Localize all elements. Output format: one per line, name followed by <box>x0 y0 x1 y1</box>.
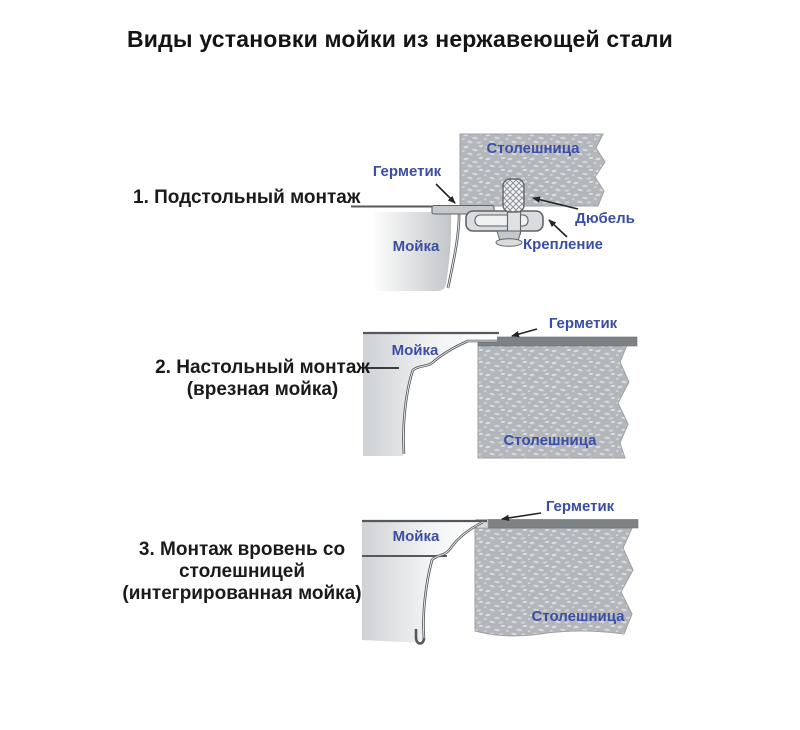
sealant-arrow-3 <box>502 513 541 519</box>
sealant-strip-2 <box>478 337 637 346</box>
fastener-arrow <box>549 220 567 237</box>
annotation-sink-2: Мойка <box>391 342 439 359</box>
annotation-sink-3: Мойка <box>392 528 440 545</box>
annotation-sink-1: Мойка <box>392 238 440 255</box>
annotation-dowel: Дюбель <box>575 210 635 227</box>
annotation-sealant-1: Герметик <box>372 163 442 180</box>
annotation-countertop-1: Столешница <box>486 140 580 157</box>
section-label-3-line3: (интегрированная мойка) <box>122 583 362 604</box>
sealant-strip-3 <box>487 520 638 529</box>
sealant-arrow-1 <box>436 184 455 203</box>
panel-1-undermount <box>351 134 605 291</box>
section-label-3-line2: столешницей <box>178 561 306 582</box>
screw-shaft <box>508 210 521 234</box>
section-label-2-line1: 2. Настольный монтаж <box>155 357 370 378</box>
section-label-3-line1: 3. Монтаж вровень со <box>138 539 346 560</box>
section-label-2 <box>140 357 385 401</box>
bolt-flange <box>496 239 522 247</box>
section-label-3 <box>118 539 366 605</box>
annotation-sealant-2: Герметик <box>548 315 618 332</box>
dowel <box>503 179 524 212</box>
annotation-fastener: Крепление <box>522 236 604 253</box>
annotation-countertop-2: Столешница <box>503 432 597 449</box>
section-label-1: 1. Подстольный монтаж <box>133 187 361 208</box>
page-title: Виды установки мойки из нержавеющей стали <box>126 26 674 52</box>
section-label-2-line2: (врезная мойка) <box>186 379 339 400</box>
annotation-countertop-3: Столешница <box>531 608 625 625</box>
sealant-arrow-2 <box>512 329 537 336</box>
annotation-sealant-3: Герметик <box>545 498 615 515</box>
